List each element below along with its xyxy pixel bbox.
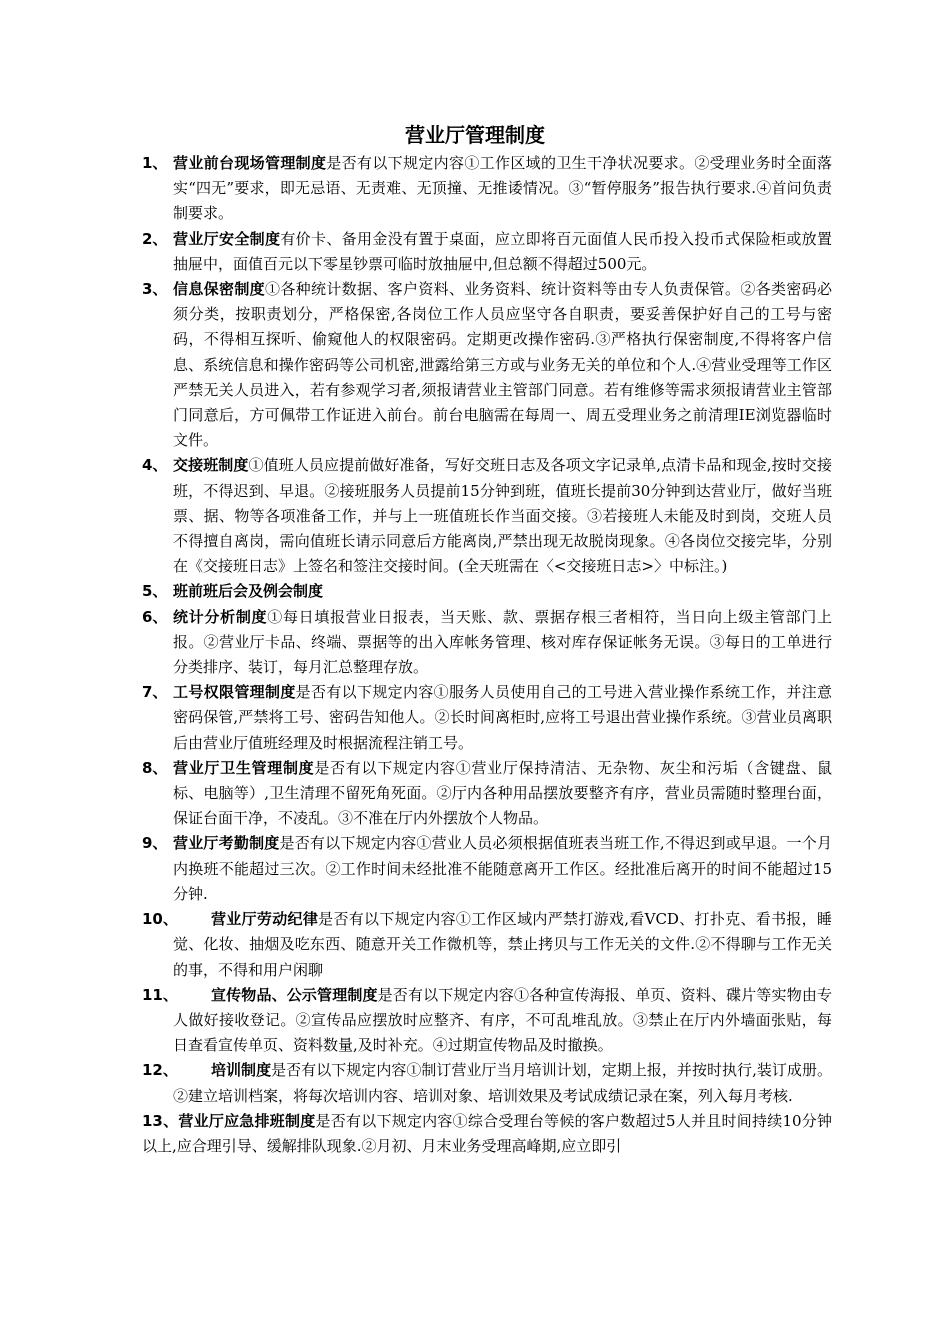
item-heading: 工号权限管理制度 [173,683,296,702]
item-number: 3、 [142,280,168,299]
item-text: 是否有以下规定内容①综合受理台等候的客户数超过5人并且时间持续10分钟以上,应合理引导、缓解排队现象.②月初、月末业务受理高峰期,应立即引 [142,1111,833,1155]
item-text: ①每日填报营业日报表，当天账、款、票据存根三者相符，当日向上级主管部门上报。②营业厅卡品、终端、票据等的出入库帐务管理、核对库存保证帐务无误。③每日的工单进行分类排序、装订，每月汇总整理存放。 [173,607,832,677]
item-number: 13、 [142,1111,179,1130]
list-item [142,680,832,756]
item-text: ①值班人员应提前做好准备，写好交班日志及各项文字记录单,点清卡品和现金,按时交接班，不得迟到、早退。②接班服务人员提前15分钟到班，值班长提前30分钟到达营业厅，做好当班票、据、物等各项准备工作，并与上一班值班长作当面交接。③若接班人未能及时到岗，交班人员不得擅自离岗，需向值班长请示同意后方能离岗,严禁出现无故脱岗现象。④各岗位交接完毕，分别在《交接班日志》上签名和签注交接时间。(全天班需在〈<交接班日志>〉中标注。) [173,456,832,576]
list-item [142,277,832,453]
item-number: 8、 [142,758,168,777]
regulation-list [142,151,832,1159]
item-number: 5、 [142,582,168,601]
list-item [142,983,832,1059]
item-text: 是否有以下规定内容①营业人员必须根据值班表当班工作,不得迟到或早退。一个月内换班不能超过三次。②工作时间未经批准不能随意离开工作区。经批准后离开的时间不能超过15分钟. [173,834,832,903]
list-item [142,227,832,277]
item-number: 7、 [142,683,168,702]
item-text: 是否有以下规定内容①工作区域内严禁打游戏,看VCD、打扑克、看书报，睡觉、化妆、抽烟及吃东西、随意开关工作微机等，禁止拷贝与工作无关的文件.②不得聊与工作无关的事，不得和用户闲聊 [173,910,832,979]
item-heading: 营业厅应急排班制度 [178,1111,316,1130]
item-number: 4、 [142,456,168,475]
document-title: 营业厅管理制度 [405,123,545,147]
item-number: 9、 [142,834,168,853]
item-heading: 营业厅劳动纪律 [211,910,319,929]
list-item [142,1109,832,1159]
item-text: 是否有以下规定内容①服务人员使用自己的工号进入营业操作系统工作，并注意密码保管,严禁将工号、密码告知他人。②长时间离柜时,应将工号退出营业操作系统。③营业员离职后由营业厅值班经理及时根据流程注销工号。 [173,683,832,752]
list-item [142,151,832,227]
item-number: 11、 [142,985,178,1004]
list-item [142,756,832,832]
item-text: 是否有以下规定内容①营业厅保持清洁、无杂物、灰尘和污垢（含键盘、鼠标、电脑等）,卫生清理不留死角死面。②厅内各种用品摆放要整齐有序，营业员需随时整理台面，保证台面干净，不凌乱。③不准在厅内外摆放个人物品。 [173,758,832,828]
list-item [142,831,832,907]
item-text: 有价卡、备用金没有置于桌面，应立即将百元面值人民币投入投币式保险柜或放置抽屉中，面值百元以下零星钞票可临时放抽屉中,但总额不得超过500元。 [173,229,832,273]
item-heading: 宣传物品、公示管理制度 [211,985,378,1004]
list-item [142,605,832,681]
item-text: 是否有以下规定内容①各种宣传海报、单页、资料、碟片等实物由专人做好接收登记。②宣传品应摆放时应整齐、有序，不可乱堆乱放。③禁止在厅内外墙面张贴，每日查看宣传单页、资料数量,及时补充。④过期宣传物品及时撤换。 [173,985,832,1055]
item-heading: 交接班制度 [173,456,249,475]
item-heading: 信息保密制度 [173,280,265,299]
item-number: 2、 [142,229,168,248]
list-item [142,579,832,604]
item-heading: 培训制度 [211,1061,272,1080]
item-number: 12、 [142,1061,178,1080]
list-item [142,1058,832,1108]
item-number: 1、 [142,154,168,172]
list-item [142,907,832,983]
item-heading: 班前班后会及例会制度 [173,582,324,601]
item-heading: 营业前台现场管理制度 [173,154,327,172]
item-text: ①各种统计数据、客户资料、业务资料、统计资料等由专人负责保管。②各类密码必须分类，按职责划分，严格保密,各岗位工作人员应坚守各自职责，要妥善保护好自己的工号与密码，不得相互探听、偷窥他人的权限密码。定期更改操作密码.③严格执行保密制度,不得将客户信息、系统信息和操作密码等公司机密,泄露给第三方或与业务无关的单位和个人.④营业受理等工作区严禁无关人员进入，若有参观学习者,须报请营业主管部门同意。若有维修等需求须报请营业主管部门同意后，方可佩带工作证进入前台。前台电脑需在每周一、周五受理业务之前清理IE浏览器临时文件。 [173,280,832,450]
item-heading: 营业厅考勤制度 [173,834,280,853]
item-text: 是否有以下规定内容①工作区域的卫生干净状况要求。②受理业务时全面落实“四无”要求，即无忌语、无责难、无顶撞、无推诿情况。③“暂停服务”报告执行要求.④首问负责制要求。 [173,154,832,223]
item-heading: 营业厅卫生管理制度 [173,758,315,777]
item-number: 6、 [142,607,168,626]
item-heading: 营业厅安全制度 [173,229,281,248]
item-number: 10、 [142,910,178,929]
list-item [142,453,832,579]
item-text: 是否有以下规定内容①制订营业厅当月培训计划，定期上报，并按时执行,装订成册。②建立培训档案，将每次培训内容、培训对象、培训效果及考试成绩记录在案，列入每月考核. [173,1061,832,1105]
item-heading: 统计分析制度 [173,607,268,626]
